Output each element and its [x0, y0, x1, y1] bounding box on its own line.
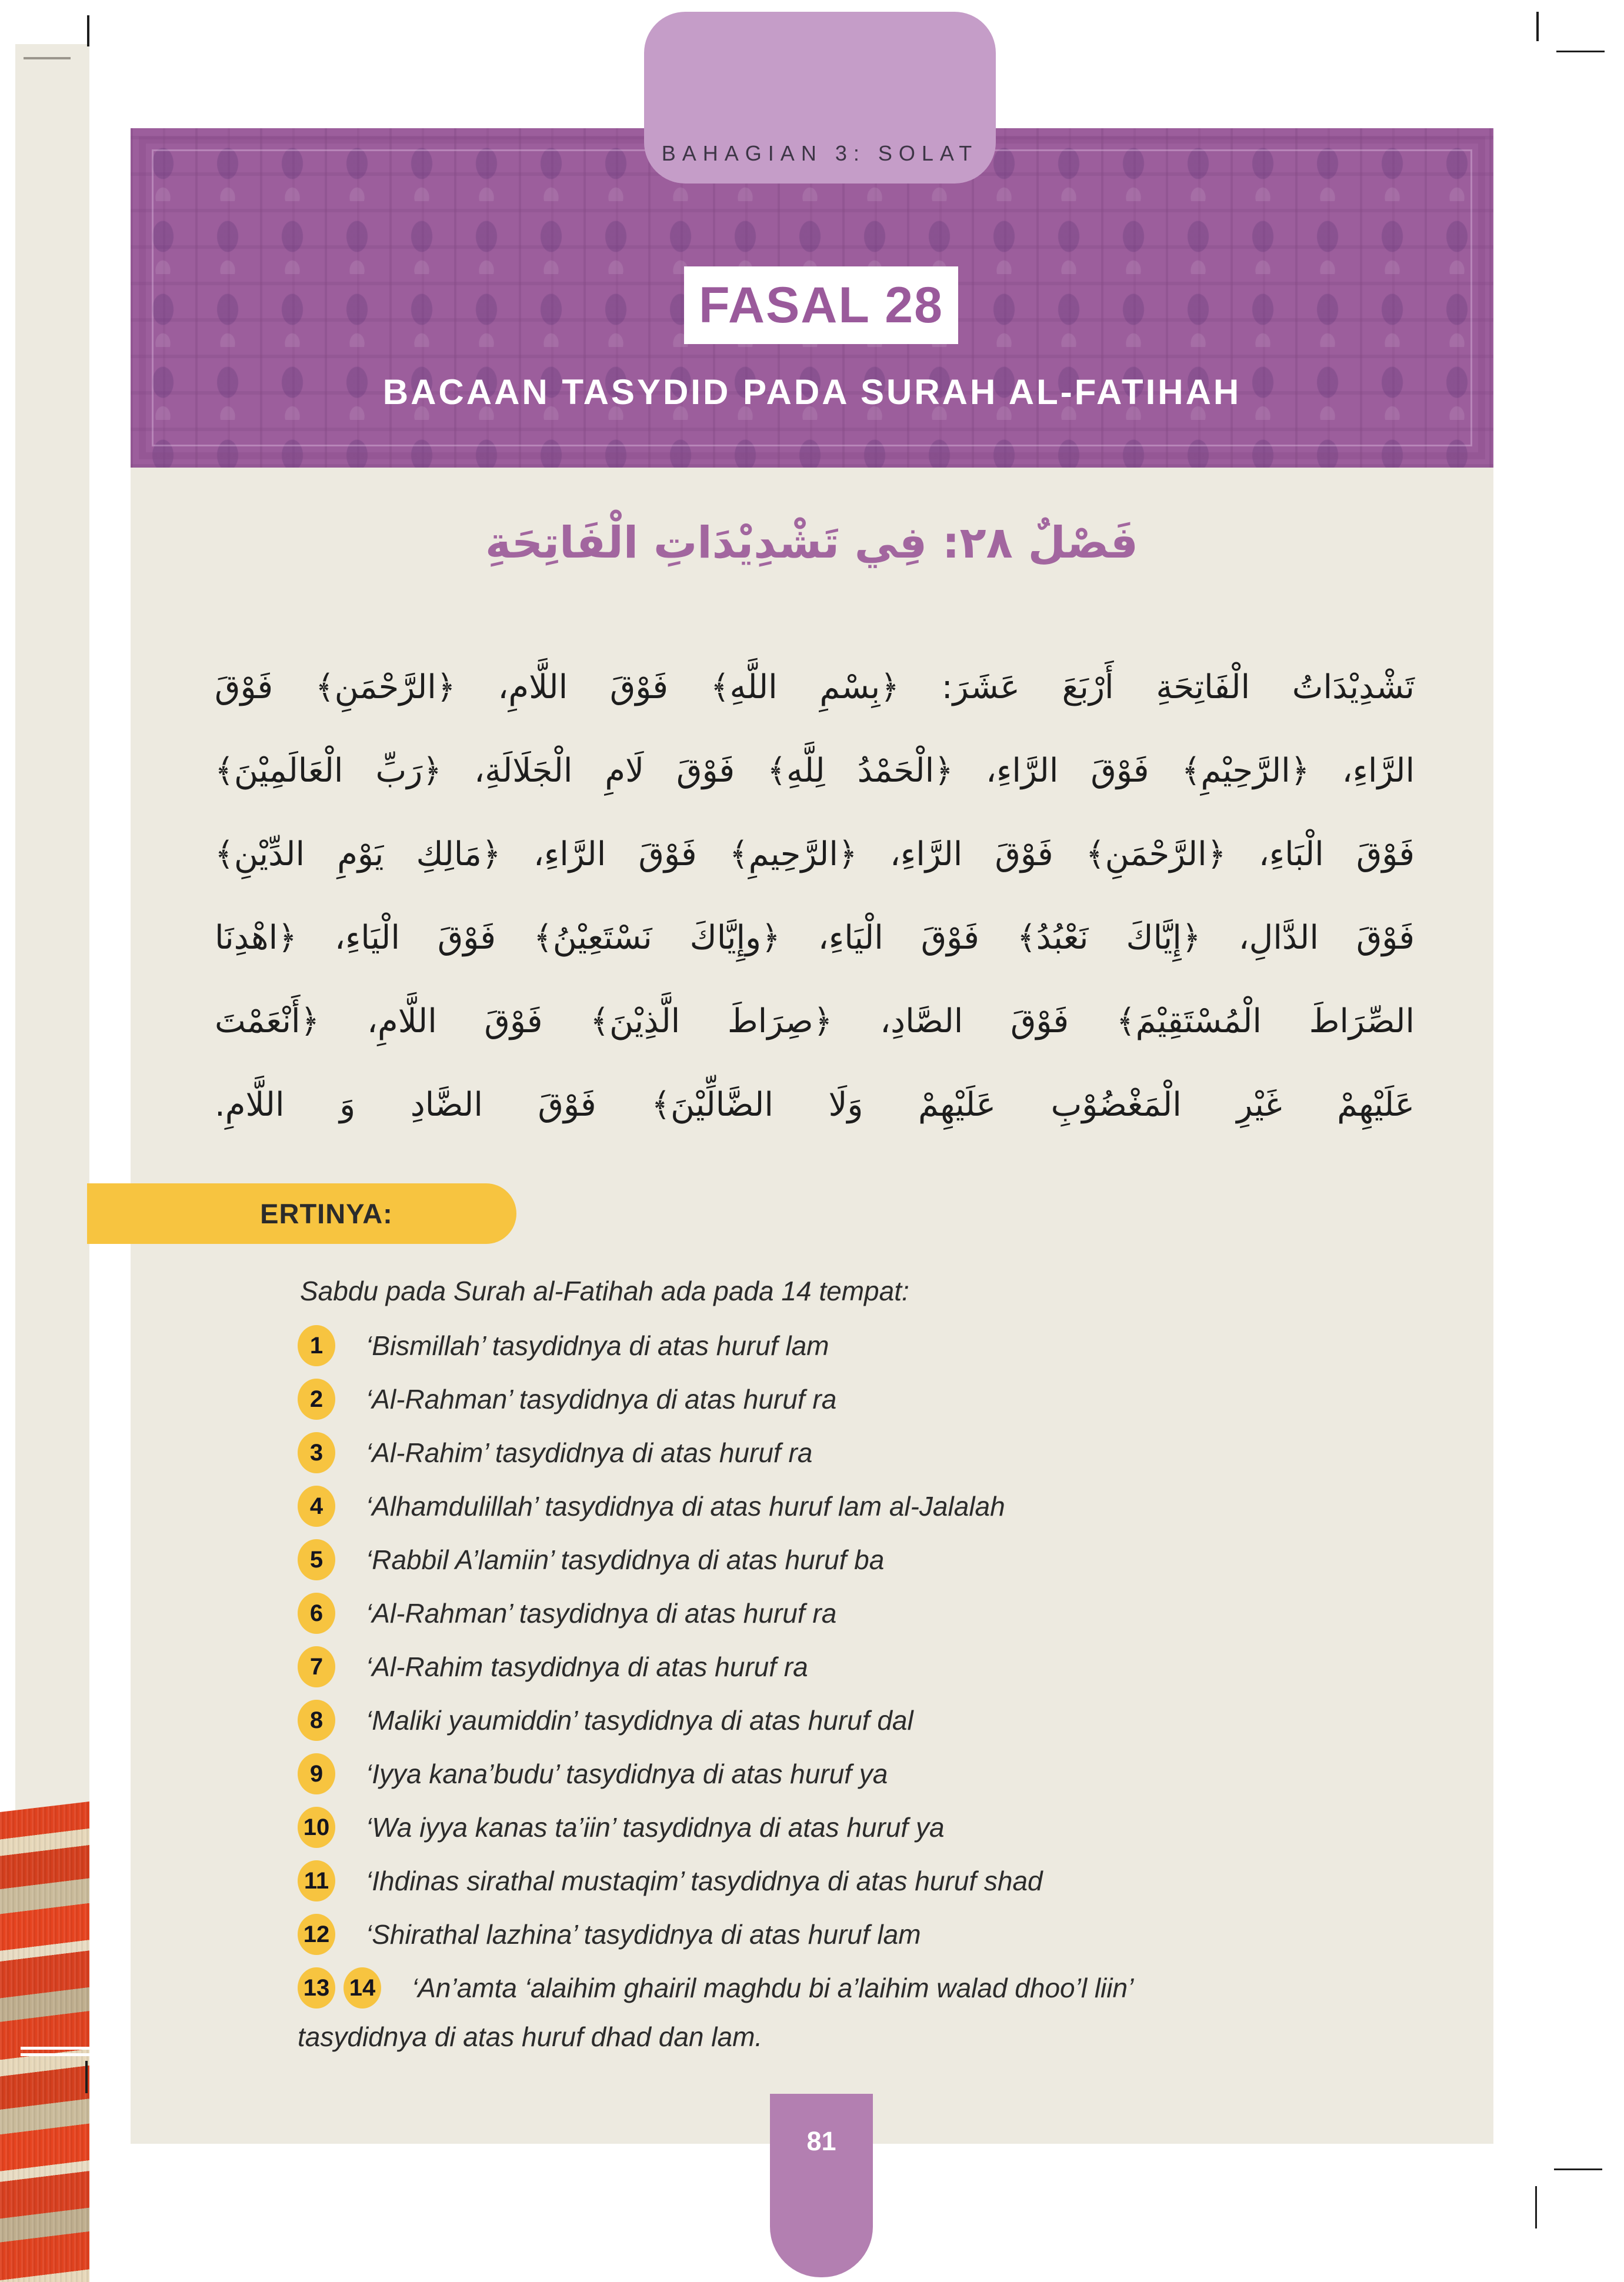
list-item: [298, 1967, 1133, 2009]
list-item-text: ‘Shirathal lazhina’ tasydidnya di atas huruf lam: [366, 1919, 921, 1950]
list-item: [298, 1486, 1005, 1527]
fabric-white-thread: [21, 2047, 89, 2050]
list-number-bullet: 5: [298, 1539, 335, 1580]
list-number-bullet: 9: [298, 1753, 335, 1794]
list-number-bullet: 7: [298, 1646, 335, 1687]
list-item-text: ‘Al-Rahim tasydidnya di atas huruf ra: [366, 1652, 808, 1682]
list-item-text: ‘Maliki yaumiddin’ tasydidnya di atas huruf dal: [366, 1705, 913, 1736]
section-label: BAHAGIAN 3: SOLAT: [661, 141, 979, 165]
list-item-text: ‘Rabbil A’lamiin’ tasydidnya di atas huruf ba: [366, 1544, 885, 1575]
arabic-paragraph: [215, 646, 1415, 1147]
list-number-bullet: 1: [298, 1325, 335, 1366]
list-number-bullet: 3: [298, 1432, 335, 1473]
list-number-bullet: 13: [298, 1967, 335, 2009]
list-item: [298, 1646, 808, 1687]
list-item-text: ‘Ihdinas sirathal mustaqim’ tasydidnya di atas huruf shad: [366, 1866, 1043, 1896]
arabic-line: تَشْدِيْدَاتُ الْفَاتِحَةِ أَرْبَعَ عَشَرَ: ﴿بِسْمِ اللَّهِ﴾ فَوْقَ اللَّامِ، ﴿الرَّحْمَنِ﴾ فَوْقَ: [215, 668, 1415, 706]
crop-mark: [1535, 2186, 1537, 2228]
list-item-continuation: tasydidnya di atas huruf dhad dan lam.: [298, 2021, 763, 2052]
list-item: [298, 1593, 836, 1634]
meaning-badge-label: ERTINYA:: [260, 1198, 393, 1229]
crop-mark: [24, 57, 71, 59]
meaning-badge: [87, 1183, 516, 1244]
page-number-tab: [770, 2094, 873, 2277]
crop-mark: [85, 2061, 88, 2093]
list-number-bullet: 8: [298, 1700, 335, 1741]
list-item-text: ‘Al-Rahman’ tasydidnya di atas huruf ra: [366, 1384, 837, 1414]
chapter-title: BACAAN TASYDID PADA SURAH AL-FATIHAH: [382, 372, 1242, 412]
list-number-bullet: 12: [298, 1914, 335, 1955]
list-number-bullet: 2: [298, 1379, 335, 1420]
section-tab: [644, 12, 996, 184]
crop-mark: [1536, 12, 1539, 41]
arabic-heading: فَصْلٌ ٢٨: فِي تَشْدِيْدَاتِ الْفَاتِحَةِ: [485, 518, 1138, 568]
list-item-text: ‘Al-Rahim’ tasydidnya di atas huruf ra: [366, 1437, 813, 1468]
list-item: [298, 1914, 921, 1955]
arabic-line: فَوْقَ الدَّالِ، ﴿إِيَّاكَ نَعْبُدُ﴾ فَوْقَ الْيَاءِ، ﴿وإِيَّاكَ نَسْتَعِيْنُ﴾ فَوْقَ الْيَاءِ، ﴿اهْدِنَا: [215, 919, 1415, 957]
list-item-text: ‘Wa iyya kanas ta’iin’ tasydidnya di atas huruf ya: [366, 1812, 945, 1843]
list-item: [298, 1379, 836, 1420]
fabric-white-thread: [21, 2053, 89, 2056]
meaning-intro: Sabdu pada Surah al-Fatihah ada pada 14 tempat:: [300, 1276, 909, 1306]
list-item: [298, 1807, 945, 1848]
crop-mark: [87, 15, 89, 46]
list-item-text: ‘Iyya kana’budu’ tasydidnya di atas huruf ya: [366, 1759, 888, 1789]
chapter-number: FASAL 28: [699, 276, 943, 333]
arabic-line: فَوْقَ الْبَاءِ، ﴿الرَّحْمَنِ﴾ فَوْقَ الرَّاءِ، ﴿الرَّحِيمِ﴾ فَوْقَ الرَّاءِ، ﴿مَالِكِ يَوْمِ الدِّيْنِ﴾: [215, 835, 1415, 873]
list-number-bullet: 4: [298, 1486, 335, 1527]
page-number: 81: [806, 2126, 836, 2156]
crop-mark: [1554, 2168, 1602, 2170]
list-number-bullet: 14: [344, 1967, 381, 2009]
list-item-text: ‘Bismillah’ tasydidnya di atas huruf lam: [366, 1330, 829, 1361]
prayer-mat-photo: [0, 1801, 89, 2282]
list-item-text: ‘Alhamdulillah’ tasydidnya di atas huruf lam al-Jalalah: [366, 1491, 1005, 1522]
arabic-line: الرَّاءِ، ﴿الرَّحِيْمِ﴾ فَوْقَ الرَّاءِ، ﴿الْحَمْدُ لِلَّهِ﴾ فَوْقَ لَامِ الْجَلَالَةِ، ﴿رَبِّ الْعَالَمِيْنَ﴾: [215, 752, 1415, 790]
list-item: [298, 1700, 913, 1741]
chapter-number-box: [684, 266, 958, 344]
list-item-text: ‘Al-Rahman’ tasydidnya di atas huruf ra: [366, 1598, 837, 1629]
list-number-bullet: 11: [298, 1860, 335, 1901]
crop-mark: [1556, 51, 1605, 52]
list-item: [298, 1860, 1043, 1901]
list-item: [298, 1539, 884, 1580]
list-item-text: ‘An’amta ‘alaihim ghairil maghdu bi a’laihim walad dhoo’l liin’: [412, 1973, 1134, 2003]
list-item: [298, 1753, 888, 1794]
arabic-line: عَلَيْهِمْ غَيْرِ الْمَغْضُوْبِ عَلَيْهِمْ وَلَا الضَّالِّيْنَ﴾ فَوْقَ الضَّادِ وَ اللَّامِ.: [215, 1086, 1415, 1124]
list-number-bullet: 6: [298, 1593, 335, 1634]
arabic-line: الصِّرَاطَ الْمُسْتَقِيْمَ﴾ فَوْقَ الصَّادِ، ﴿صِرَاطَ الَّذِيْنَ﴾ فَوْقَ اللَّامِ، ﴿أَنْعَمْتَ: [215, 1002, 1415, 1040]
list-item: [298, 1432, 812, 1473]
list-item: [298, 1325, 829, 1366]
list-number-bullet: 10: [298, 1807, 335, 1848]
